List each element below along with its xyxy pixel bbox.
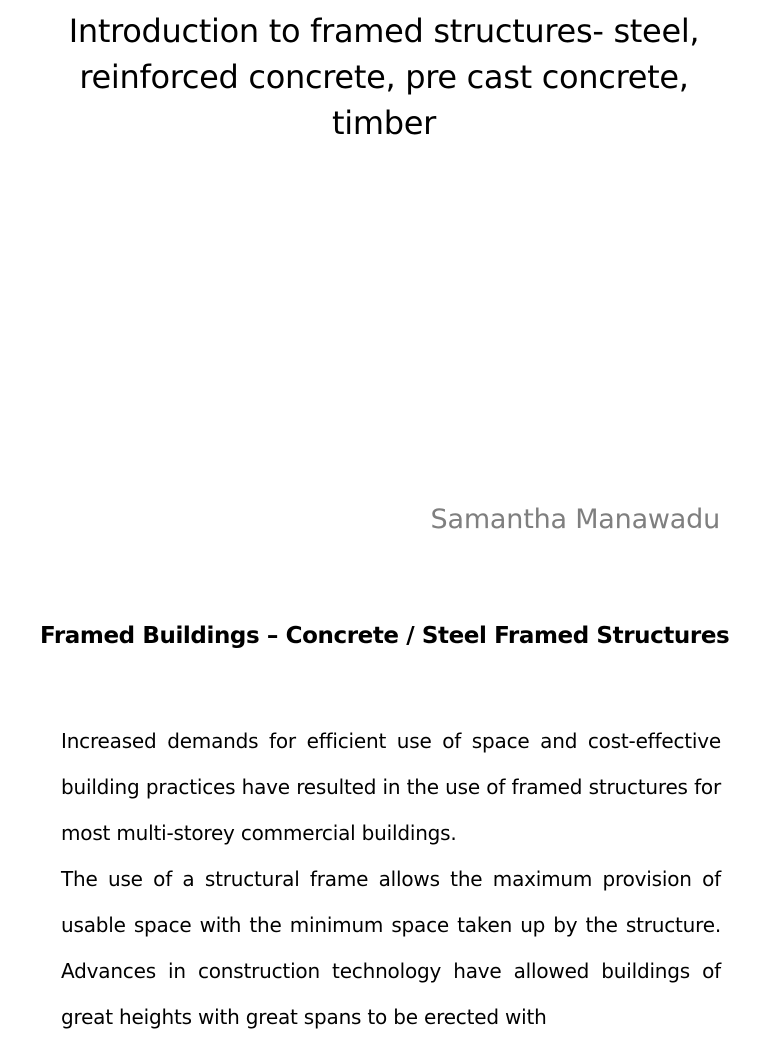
author-name: Samantha Manawadu (430, 504, 720, 535)
body-text (61, 718, 721, 1040)
section-heading: Framed Buildings – Concrete / Steel Framed Structures (40, 623, 730, 649)
slide-title: Introduction to framed structures- steel, reinforced concrete, pre cast concrete, timber (68, 12, 700, 142)
paragraph-1: Increased demands for efficient use of space and cost-effective building practices have resulted in the use of framed structures for most multi-storey commercial buildings. (61, 729, 721, 845)
paragraph-2: The use of a structural frame allows the maximum provision of usable space with the minimum space taken up by the structure. Advances in construction technology have allowed buildings of great heights with great spans to be erected with (61, 867, 721, 1029)
